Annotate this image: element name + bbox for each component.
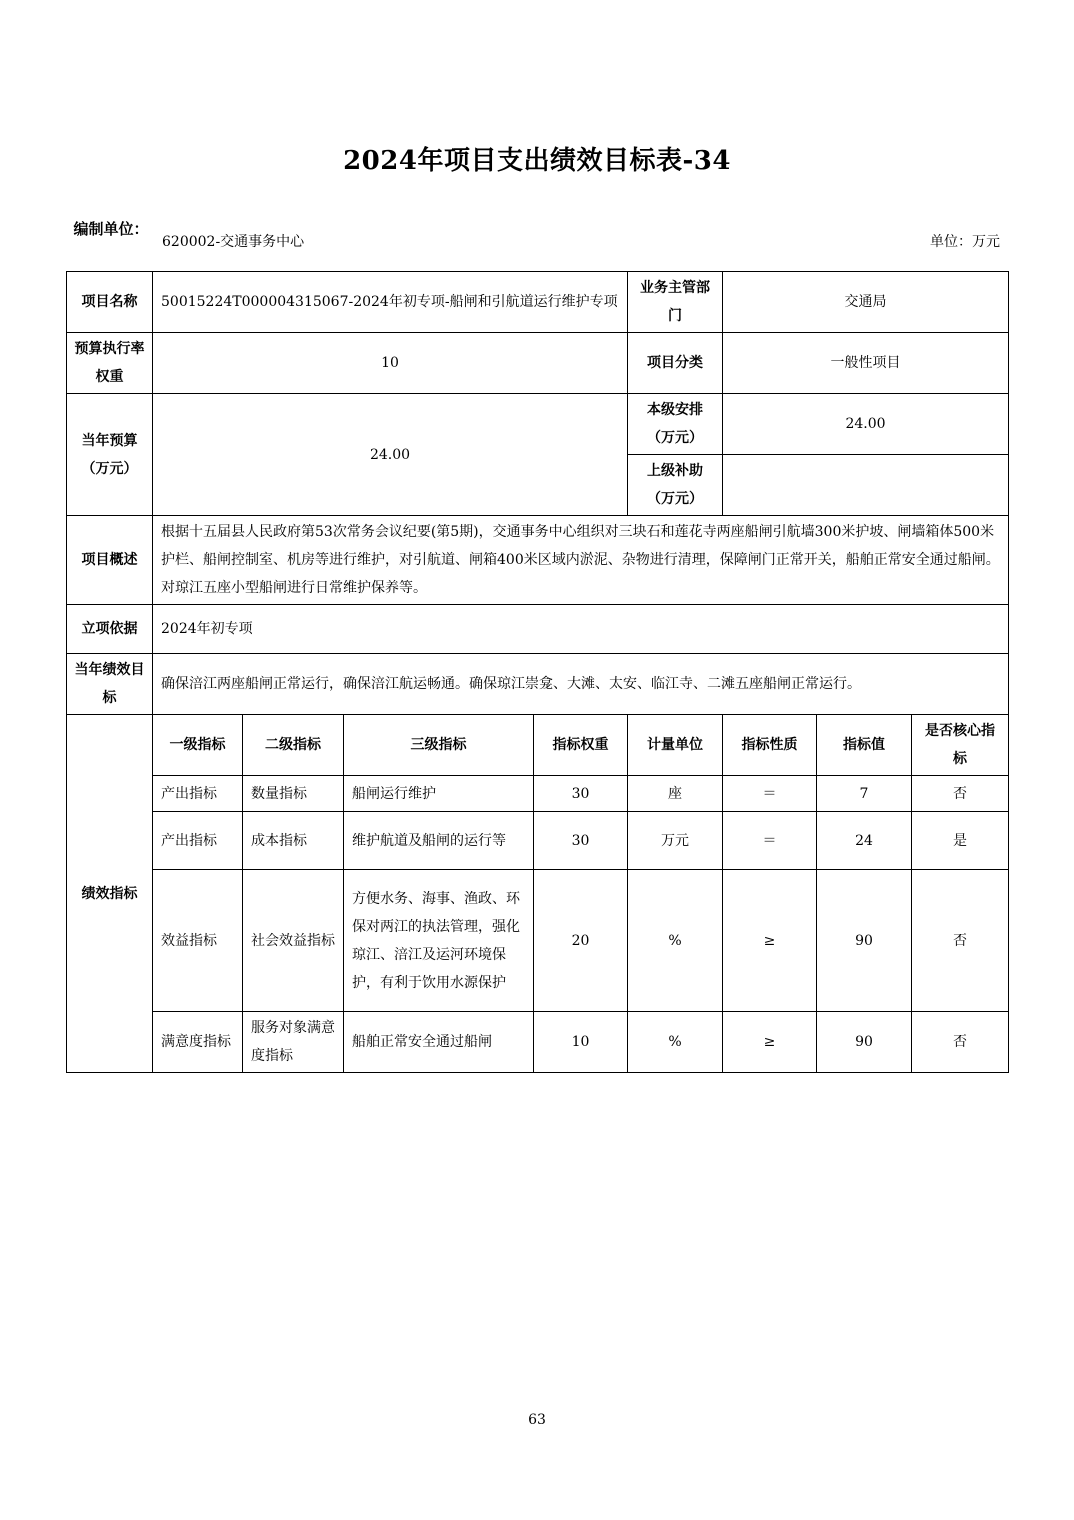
indicator-l1: 满意度指标 — [153, 1012, 243, 1073]
indicator-weight: 20 — [534, 870, 628, 1012]
unit-value: 620002-交通事务中心 — [162, 234, 305, 250]
indicator-unit: 万元 — [628, 812, 723, 870]
indicator-weight: 30 — [534, 776, 628, 812]
header-cell: 三级指标 — [344, 715, 534, 776]
indicator-value: 90 — [817, 1012, 912, 1073]
budget-label: 当年预算（万元） — [67, 394, 153, 516]
category-value: 一般性项目 — [723, 333, 1009, 394]
weight-value: 10 — [153, 333, 628, 394]
upper-value — [723, 455, 1009, 516]
header-cell: 一级指标 — [153, 715, 243, 776]
indicator-l3: 方便水务、海事、渔政、环保对两江的执法管理，强化琼江、涪江及运河环境保护，有利于饮用水源保护 — [344, 870, 534, 1012]
indicator-l3: 船闸运行维护 — [344, 776, 534, 812]
indicator-core: 是 — [912, 812, 1009, 870]
dept-value: 交通局 — [723, 272, 1009, 333]
project-name-value: 50015224T000004315067-2024年初专项-船闸和引航道运行维护专项 — [153, 272, 628, 333]
header-cell: 指标权重 — [534, 715, 628, 776]
header-cell: 计量单位 — [628, 715, 723, 776]
unit-row — [66, 214, 1008, 270]
indicator-l2: 服务对象满意度指标 — [243, 1012, 344, 1073]
indicator-value: 24 — [817, 812, 912, 870]
overview-value: 根据十五届县人民政府第53次常务会议纪要(第5期)，交通事务中心组织对三块石和莲花寺两座船闸引航墙300米护坡、闸墙箱体500米护栏、船闸控制室、机房等进行维护，对引航道、闸箱400米区域内淤泥、杂物进行清理，保障闸门正常开关，船舶正常安全通过船闸。对琼江五座小型船闸进行日常维护保养等。 — [153, 516, 1009, 605]
indicator-l1: 产出指标 — [153, 776, 243, 812]
indicator-value: 7 — [817, 776, 912, 812]
category-label: 项目分类 — [628, 333, 723, 394]
overview-label: 项目概述 — [67, 516, 153, 605]
indicator-nature: ＝ — [723, 776, 817, 812]
local-value: 24.00 — [723, 394, 1009, 455]
page-number: 63 — [528, 1412, 546, 1428]
project-name-label: 项目名称 — [67, 272, 153, 333]
upper-label: 上级补助（万元） — [628, 455, 723, 516]
table-row — [67, 776, 1009, 812]
basis-label: 立项依据 — [67, 605, 153, 654]
indicator-nature: ≥ — [723, 1012, 817, 1073]
header-cell: 指标值 — [817, 715, 912, 776]
table-row — [67, 812, 1009, 870]
indicator-value: 90 — [817, 870, 912, 1012]
table-row — [67, 1012, 1009, 1073]
local-label: 本级安排（万元） — [628, 394, 723, 455]
indicator-unit: % — [628, 1012, 723, 1073]
indicator-core: 否 — [912, 776, 1009, 812]
page-title: 2024年项目支出绩效目标表-34 — [343, 146, 731, 176]
indicator-l2: 数量指标 — [243, 776, 344, 812]
indicator-l2: 成本指标 — [243, 812, 344, 870]
indicator-nature: ＝ — [723, 812, 817, 870]
budget-value: 24.00 — [153, 394, 628, 516]
indicator-core: 否 — [912, 870, 1009, 1012]
indicator-l2: 社会效益指标 — [243, 870, 344, 1012]
goal-label: 当年绩效目标 — [67, 654, 153, 715]
unit-label: 编制单位： — [73, 220, 149, 238]
table-row — [67, 870, 1009, 1012]
dept-label: 业务主管部门 — [628, 272, 723, 333]
header-cell: 二级指标 — [243, 715, 344, 776]
indicator-weight: 10 — [534, 1012, 628, 1073]
indicator-l1: 效益指标 — [153, 870, 243, 1012]
header-cell: 是否核心指标 — [912, 715, 1009, 776]
indicator-core: 否 — [912, 1012, 1009, 1073]
indicator-nature: ≥ — [723, 870, 817, 1012]
indicator-l3: 船舶正常安全通过船闸 — [344, 1012, 534, 1073]
performance-table — [66, 271, 1009, 1073]
indicator-unit: 座 — [628, 776, 723, 812]
indicator-unit: % — [628, 870, 723, 1012]
header-cell: 指标性质 — [723, 715, 817, 776]
indicators-label: 绩效指标 — [67, 715, 153, 1073]
unit-measure: 单位：万元 — [930, 234, 1000, 250]
weight-label: 预算执行率权重 — [67, 333, 153, 394]
basis-value: 2024年初专项 — [153, 605, 1009, 654]
indicator-l1: 产出指标 — [153, 812, 243, 870]
goal-value: 确保涪江两座船闸正常运行，确保涪江航运畅通。确保琼江崇龛、大滩、太安、临江寺、二滩五座船闸正常运行。 — [153, 654, 1009, 715]
indicator-weight: 30 — [534, 812, 628, 870]
indicator-l3: 维护航道及船闸的运行等 — [344, 812, 534, 870]
